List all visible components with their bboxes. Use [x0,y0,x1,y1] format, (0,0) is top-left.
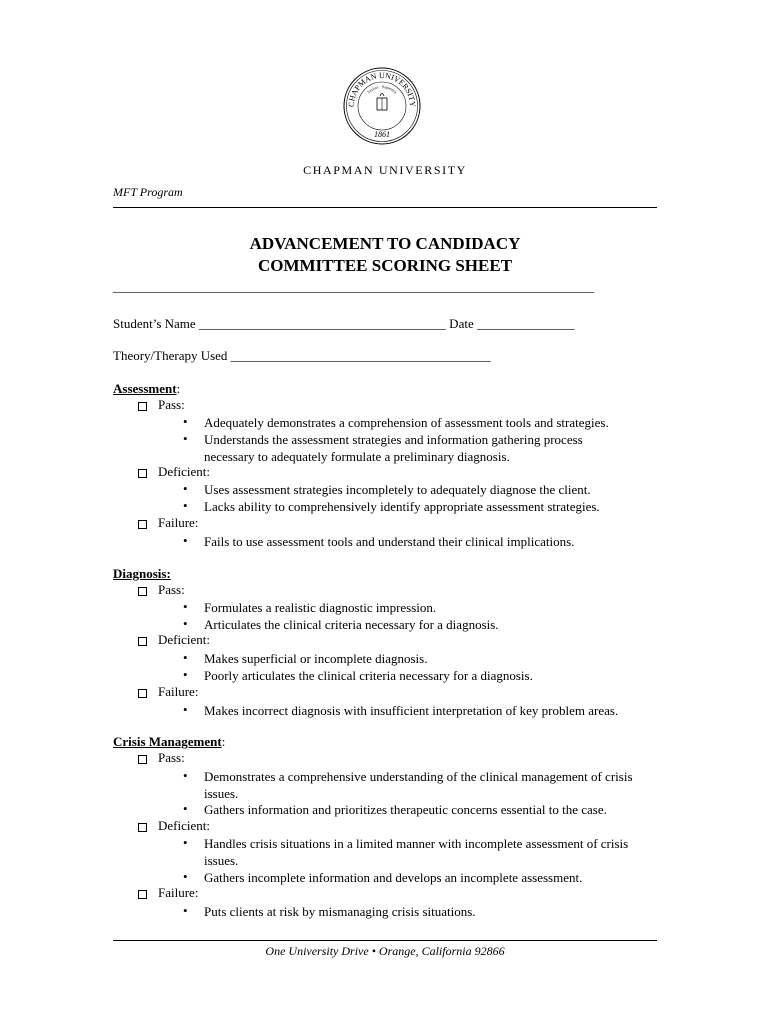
page-title-line-1: ADVANCEMENT TO CANDIDACY [249,234,521,253]
diagnosis-deficient-checkbox[interactable] [138,637,147,646]
bullet-icon: • [183,498,188,513]
bullet-icon: • [183,599,188,614]
crisis-pass-criterion-1: Demonstrates a comprehensive understanding of the clinical management of crisis issues. [204,769,633,801]
assessment-pass-label: Pass: [158,397,185,412]
bullet-icon: • [183,835,188,850]
diagnosis-failure-checkbox[interactable] [138,689,147,698]
diagnosis-pass-checkbox[interactable] [138,587,147,596]
bullet-icon: • [183,414,188,429]
theory-used-field[interactable]: Theory/Therapy Used ________________________________________ [113,348,491,363]
assessment-heading: Assessment: [113,381,181,396]
university-seal-logo [342,66,422,146]
crisis-failure-label: Failure: [158,885,199,900]
crisis-deficient-checkbox[interactable] [138,823,147,832]
assessment-pass-criterion-1: Adequately demonstrates a comprehension of assessment tools and strategies. [204,415,609,430]
footer-divider [113,940,657,941]
bullet-icon: • [183,650,188,665]
diagnosis-deficient-criterion-2: Poorly articulates the clinical criteria necessary for a diagnosis. [204,668,533,683]
diagnosis-deficient-criterion-1: Makes superficial or incomplete diagnosis. [204,651,428,666]
assessment-pass-checkbox[interactable] [138,402,147,411]
bullet-icon: • [183,481,188,496]
diagnosis-pass-criterion-2: Articulates the clinical criteria necessary for a diagnosis. [204,617,499,632]
assessment-deficient-criterion-2: Lacks ability to comprehensively identify appropriate assessment strategies. [204,499,600,514]
bullet-icon: • [183,667,188,682]
page-title-line-2: COMMITTEE SCORING SHEET [257,256,513,275]
assessment-deficient-criterion-1: Uses assessment strategies incompletely to adequately diagnose the client. [204,482,591,497]
bullet-icon: • [183,903,188,918]
bullet-icon: • [183,431,188,446]
assessment-failure-checkbox[interactable] [138,520,147,529]
crisis-failure-checkbox[interactable] [138,890,147,899]
assessment-failure-criterion-1: Fails to use assessment tools and understand their clinical implications. [204,534,575,549]
svg-text:Veritas · Sapientia: Veritas · Sapientia [366,83,399,95]
crisis-management-heading: Crisis Management: [113,734,226,749]
assessment-deficient-label: Deficient: [158,464,210,479]
assessment-pass-criterion-2: Understands the assessment strategies and information gathering process necessary to adequately formulate a preliminary diagnosis. [204,432,583,464]
diagnosis-heading: Diagnosis: [113,566,171,581]
assessment-deficient-checkbox[interactable] [138,469,147,478]
crisis-deficient-label: Deficient: [158,818,210,833]
assessment-failure-label: Failure: [158,515,199,530]
svg-text:CHAPMAN UNIVERSITY: CHAPMAN UNIVERSITY [346,70,418,108]
bullet-icon: • [183,869,188,884]
student-name-date-field[interactable]: Student’s Name ______________________________________ Date _______________ [113,316,575,331]
university-name: CHAPMAN UNIVERSITY [303,163,467,177]
bullet-icon: • [183,801,188,816]
bullet-icon: • [183,768,188,783]
crisis-failure-criterion-1: Puts clients at risk by mismanaging crisis situations. [204,904,476,919]
crisis-pass-criterion-2: Gathers information and prioritizes therapeutic concerns essential to the case. [204,802,607,817]
crisis-deficient-criterion-1: Handles crisis situations in a limited manner with incomplete assessment of crisis issues. [204,836,629,868]
bullet-icon: • [183,702,188,717]
crisis-pass-label: Pass: [158,750,185,765]
diagnosis-pass-label: Pass: [158,582,185,597]
svg-text:1861: 1861 [374,130,390,139]
crisis-deficient-criterion-2: Gathers incomplete information and develops an incomplete assessment. [204,870,583,885]
diagnosis-failure-criterion-1: Makes incorrect diagnosis with insufficient interpretation of key problem areas. [204,703,619,718]
title-underline: _____________________________________________________________________________ [113,280,595,294]
footer-address: One University Drive • Orange, California 92866 [265,944,505,958]
program-name: MFT Program [113,185,183,199]
diagnosis-failure-label: Failure: [158,684,199,699]
bullet-icon: • [183,616,188,631]
crisis-pass-checkbox[interactable] [138,755,147,764]
header-divider [113,207,657,208]
diagnosis-pass-criterion-1: Formulates a realistic diagnostic impression. [204,600,437,615]
diagnosis-deficient-label: Deficient: [158,632,210,647]
bullet-icon: • [183,533,188,548]
